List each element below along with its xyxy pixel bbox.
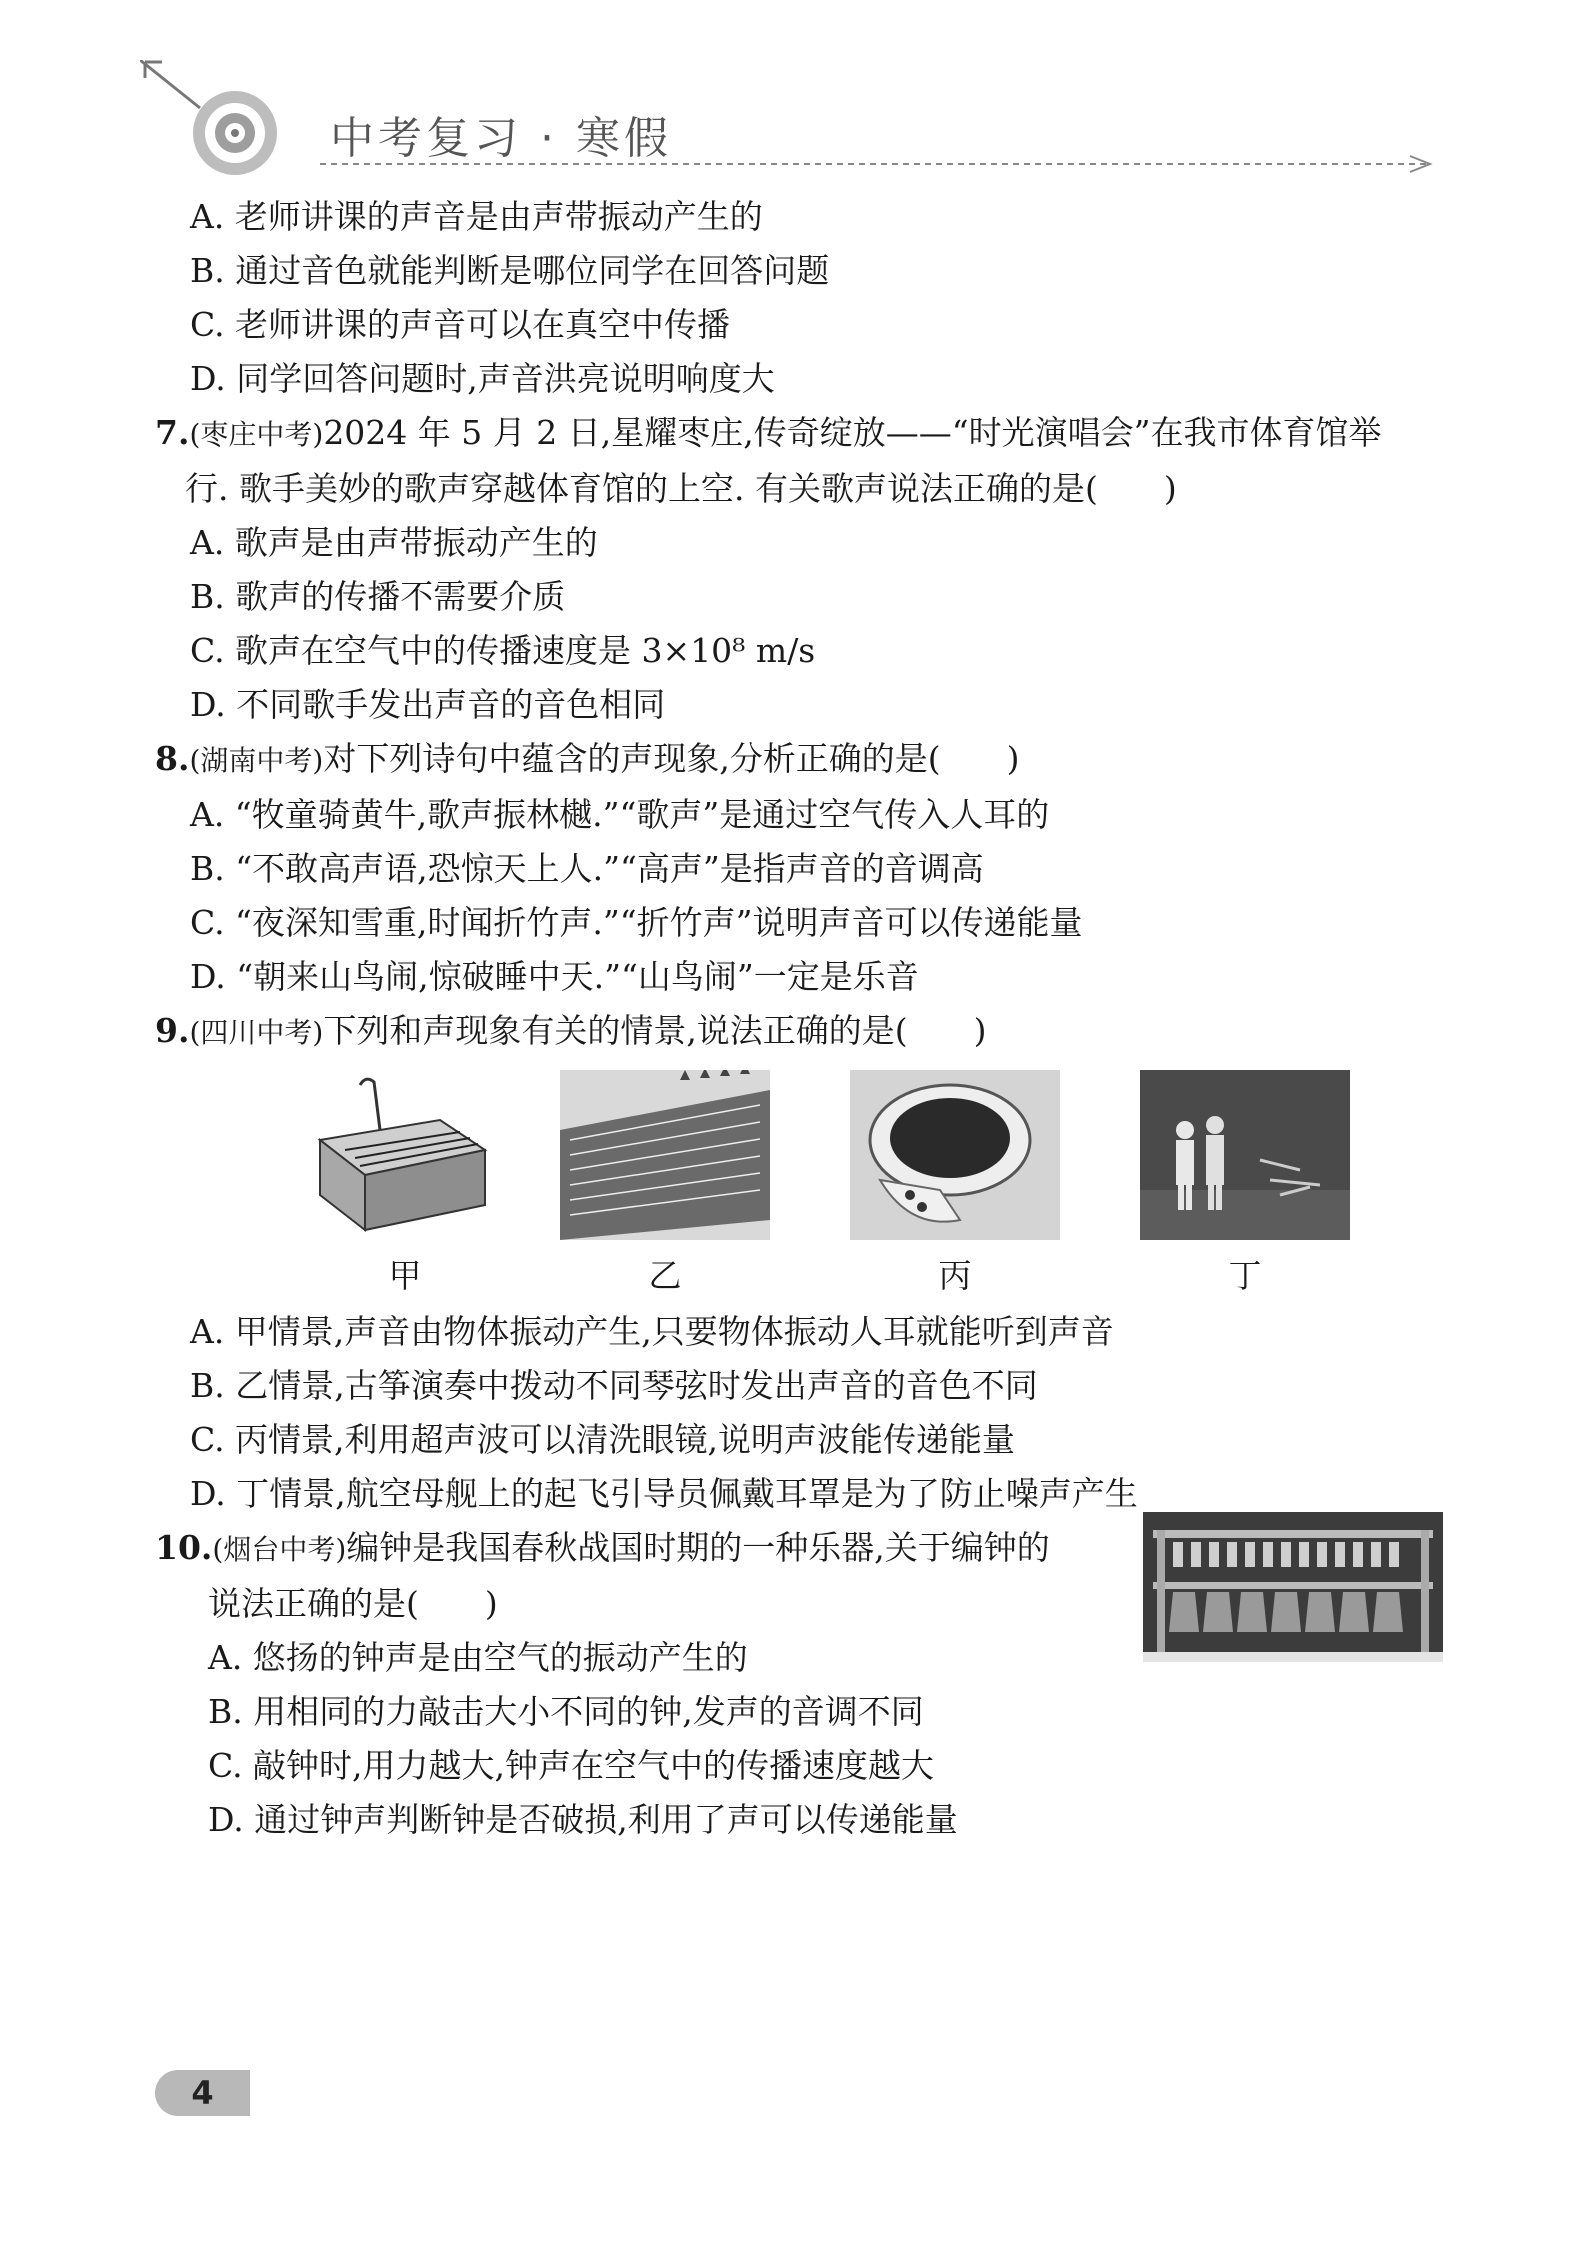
q9-figures: [185, 1070, 1445, 1305]
page-header: [140, 60, 1440, 180]
q9-number: 9.: [155, 1011, 190, 1050]
q10-number: 10.: [155, 1528, 213, 1567]
q9-option-a: A. 甲情景,声音由物体振动产生,只要物体振动人耳就能听到声音: [190, 1312, 1114, 1351]
figure-box-rubber-band: [300, 1070, 510, 1240]
q7-source: (枣庄中考): [189, 418, 324, 451]
q8-option-a: A. “牧童骑黄牛,歌声振林樾.”“歌声”是通过空气传入人耳的: [190, 795, 1050, 834]
q7-option-a: A. 歌声是由声带振动产生的: [190, 523, 598, 562]
figure-label-ding: 丁: [1228, 1256, 1262, 1295]
q10-source: (烟台中考): [212, 1533, 347, 1566]
q10-stem-line2: 说法正确的是( ): [208, 1584, 498, 1623]
q9-source: (四川中考): [189, 1016, 324, 1049]
q9-stem: [155, 1004, 1445, 1060]
q7-stem-line1: [155, 406, 1445, 462]
q8-number: 8.: [155, 739, 190, 778]
figure-flight-deck-crew: [1140, 1070, 1350, 1240]
q6-option-c: C. 老师讲课的声音可以在真空中传播: [190, 305, 731, 344]
q10-option-a: A. 悠扬的钟声是由空气的振动产生的: [208, 1638, 748, 1677]
target-icon: [190, 88, 280, 178]
q9-option-c: C. 丙情景,利用超声波可以清洗眼镜,说明声波能传递能量: [190, 1420, 1016, 1459]
q6-option-b: B. 通过音色就能判断是哪位同学在回答问题: [190, 251, 830, 290]
q8-stem-text: 对下列诗句中蕴含的声现象,分析正确的是( ): [323, 739, 1020, 778]
q7-stem-text1: 2024 年 5 月 2 日,星耀枣庄,传奇绽放——“时光演唱会”在我市体育馆举: [323, 413, 1382, 452]
q7-option-d: D. 不同歌手发出声音的音色相同: [190, 685, 666, 724]
q7-stem-line2: 行. 歌手美妙的歌声穿越体育馆的上空. 有关歌声说法正确的是( ): [185, 469, 1177, 508]
figure-label-yi: 乙: [648, 1256, 682, 1295]
q10-option-d: D. 通过钟声判断钟是否破损,利用了声可以传递能量: [208, 1800, 958, 1839]
q7-option-b: B. 歌声的传播不需要介质: [190, 577, 566, 616]
q9-option-d: D. 丁情景,航空母舰上的起飞引导员佩戴耳罩是为了防止噪声产生: [190, 1474, 1138, 1513]
figure-bianzhong-bells: [1143, 1512, 1443, 1662]
q7-number: 7.: [155, 413, 190, 452]
q6-option-a: A. 老师讲课的声音是由声带振动产生的: [190, 197, 763, 236]
q10-option-c: C. 敲钟时,用力越大,钟声在空气中的传播速度越大: [208, 1746, 935, 1785]
q10-stem-text: 编钟是我国春秋战国时期的一种乐器,关于编钟的: [346, 1528, 1050, 1567]
figure-label-bing: 丙: [938, 1256, 972, 1295]
header-title: 中考复习 · 寒假: [330, 113, 672, 164]
q8-stem: [155, 732, 1445, 788]
q10-option-b: B. 用相同的力敲击大小不同的钟,发声的音调不同: [208, 1692, 924, 1731]
figure-guzheng: [560, 1070, 770, 1240]
figure-label-jia: 甲: [388, 1256, 422, 1295]
q9-option-b: B. 乙情景,古筝演奏中拨动不同琴弦时发出声音的音色不同: [190, 1366, 1038, 1405]
q8-option-d: D. “朝来山鸟闹,惊破睡中天.”“山鸟闹”一定是乐音: [190, 957, 919, 996]
q6-option-d: D. 同学回答问题时,声音洪亮说明响度大: [190, 359, 775, 398]
q9-stem-text: 下列和声现象有关的情景,说法正确的是( ): [323, 1011, 987, 1050]
q8-option-c: C. “夜深知雪重,时闻折竹声.”“折竹声”说明声音可以传递能量: [190, 903, 1083, 942]
q8-option-b: B. “不敢高声语,恐惊天上人.”“高声”是指声音的音调高: [190, 849, 984, 888]
page-number: 4: [155, 2070, 250, 2116]
q8-source: (湖南中考): [189, 744, 324, 777]
figure-ultrasonic-cleaner: [850, 1070, 1060, 1240]
q7-option-c: C. 歌声在空气中的传播速度是 3×10⁸ m/s: [190, 631, 816, 670]
